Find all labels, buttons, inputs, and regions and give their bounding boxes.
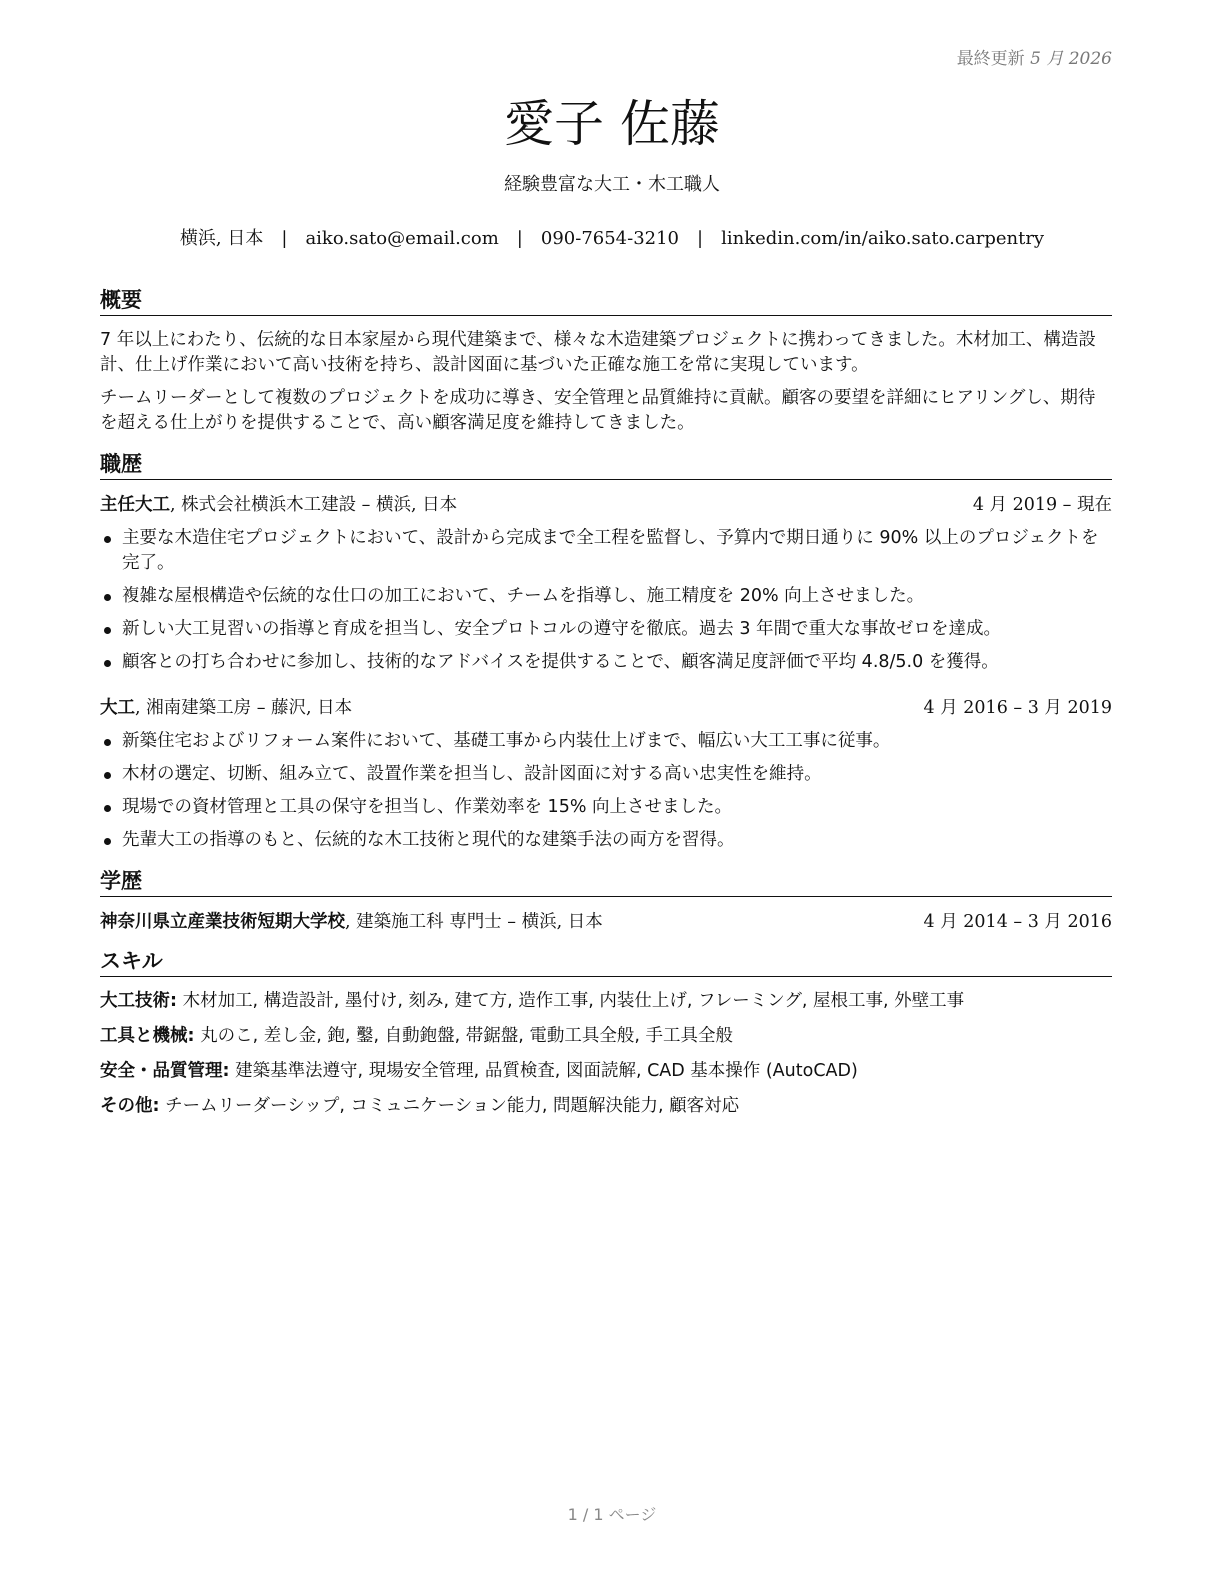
contact-separator: | — [281, 228, 288, 249]
skill-row — [100, 989, 1112, 1014]
job-company: , 株式会社横浜木工建設 – 横浜, 日本 — [170, 495, 458, 515]
skill-value: チームリーダーシップ, コミュニケーション能力, 問題解決能力, 顧客対応 — [159, 1096, 740, 1116]
job-bullet: 複雑な屋根構造や伝統的な仕口の加工において、チームを指導し、施工精度を 20% 向上させました。 — [100, 584, 1112, 609]
education-entry — [100, 909, 1112, 935]
skill-label: 大工技術: — [100, 991, 177, 1011]
job-dates: 4 月 2019 – 現在 — [972, 495, 1112, 515]
job-bullet: 木材の選定、切断、組み立て、設置作業を担当し、設計図面に対する高い忠実性を維持。 — [100, 762, 1112, 787]
education-school: 神奈川県立産業技術短期大学校 — [100, 912, 345, 932]
job-dates: 4 月 2016 – 3 月 2019 — [923, 698, 1112, 718]
job-company: , 湘南建築工房 – 藤沢, 日本 — [135, 698, 353, 718]
summary-paragraph: 7 年以上にわたり、伝統的な日本家屋から現代建築まで、様々な木造建築プロジェクトに携わってきました。木材加工、構造設計、仕上げ作業において高い技術を持ち、設計図面に基づいた正確な施工を常に実現しています。 — [100, 330, 1096, 375]
job-header — [100, 492, 1112, 518]
job-role: 主任大工 — [100, 495, 170, 515]
job-entry — [100, 492, 1112, 675]
job-role: 大工 — [100, 698, 135, 718]
person-name: 愛子 佐藤 — [504, 95, 720, 153]
job-entry — [100, 695, 1112, 853]
job-bullets — [100, 729, 1112, 853]
contact-email[interactable]: aiko.sato@email.com — [305, 228, 499, 249]
education-dates: 4 月 2014 – 3 月 2016 — [923, 912, 1112, 932]
job-title-line — [100, 695, 352, 721]
section-title-skills: スキル — [100, 947, 1112, 977]
section-title-summary: 概要 — [100, 286, 1112, 316]
job-headline: 経験豊富な大工・木工職人 — [504, 174, 720, 195]
last-updated-year: 2026 — [1068, 49, 1112, 69]
section-title-education: 学歴 — [100, 867, 1112, 897]
last-updated — [957, 44, 1112, 69]
skill-row — [100, 1094, 1112, 1119]
job-bullet: 主要な木造住宅プロジェクトにおいて、設計から完成まで全工程を監督し、予算内で期日通りに 90% 以上のプロジェクトを完了。 — [100, 526, 1112, 576]
skill-row — [100, 1024, 1112, 1049]
skill-value: 建築基準法遵守, 現場安全管理, 品質検査, 図面読解, CAD 基本操作 (AutoCAD) — [229, 1061, 858, 1081]
job-title-line — [100, 492, 457, 518]
summary-paragraph: チームリーダーとして複数のプロジェクトを成功に導き、安全管理と品質維持に貢献。顧客の要望を詳細にヒアリングし、期待を超える仕上がりを提供することで、高い顧客満足度を維持してきました。 — [100, 388, 1096, 433]
job-header — [100, 695, 1112, 721]
skill-value: 丸のこ, 差し金, 鉋, 鑿, 自動鉋盤, 帯鋸盤, 電動工具全般, 手工具全般 — [194, 1026, 733, 1046]
contact-separator: | — [697, 228, 704, 249]
education-detail: , 建築施工科 専門士 – 横浜, 日本 — [345, 912, 603, 932]
skill-label: 工具と機械: — [100, 1026, 195, 1046]
job-bullet: 顧客との打ち合わせに参加し、技術的なアドバイスを提供することで、顧客満足度評価で平均 4.8/5.0 を獲得。 — [100, 650, 1112, 675]
skill-row — [100, 1059, 1112, 1084]
section-title-experience: 職歴 — [100, 450, 1112, 480]
last-updated-month: 5 月 — [1030, 49, 1064, 69]
education-line — [100, 909, 603, 935]
job-bullet: 新しい大工見習いの指導と育成を担当し、安全プロトコルの遵守を徹底。過去 3 年間で重大な事故ゼロを達成。 — [100, 617, 1112, 642]
contact-separator: | — [516, 228, 523, 249]
skill-label: その他: — [100, 1096, 160, 1116]
contact-line — [0, 224, 1224, 250]
contact-phone[interactable]: 090-7654-3210 — [540, 228, 680, 249]
page-number: 1 / 1 ページ — [567, 1505, 657, 1524]
resume-body — [100, 276, 1112, 1119]
job-bullet: 先輩大工の指導のもと、伝統的な木工技術と現代的な建築手法の両方を習得。 — [100, 828, 1112, 853]
job-bullets — [100, 526, 1112, 675]
job-bullet: 新築住宅およびリフォーム案件において、基礎工事から内装仕上げまで、幅広い大工工事に従事。 — [100, 729, 1112, 754]
skill-label: 安全・品質管理: — [100, 1061, 230, 1081]
job-bullet: 現場での資材管理と工具の保守を担当し、作業効率を 15% 向上させました。 — [100, 795, 1112, 820]
last-updated-prefix: 最終更新 — [956, 49, 1025, 69]
contact-location: 横浜, 日本 — [179, 228, 264, 249]
contact-linkedin[interactable]: linkedin.com/in/aiko.sato.carpentry — [721, 228, 1045, 249]
skill-value: 木材加工, 構造設計, 墨付け, 刻み, 建て方, 造作工事, 内装仕上げ, フレーミング, 屋根工事, 外壁工事 — [177, 991, 965, 1011]
